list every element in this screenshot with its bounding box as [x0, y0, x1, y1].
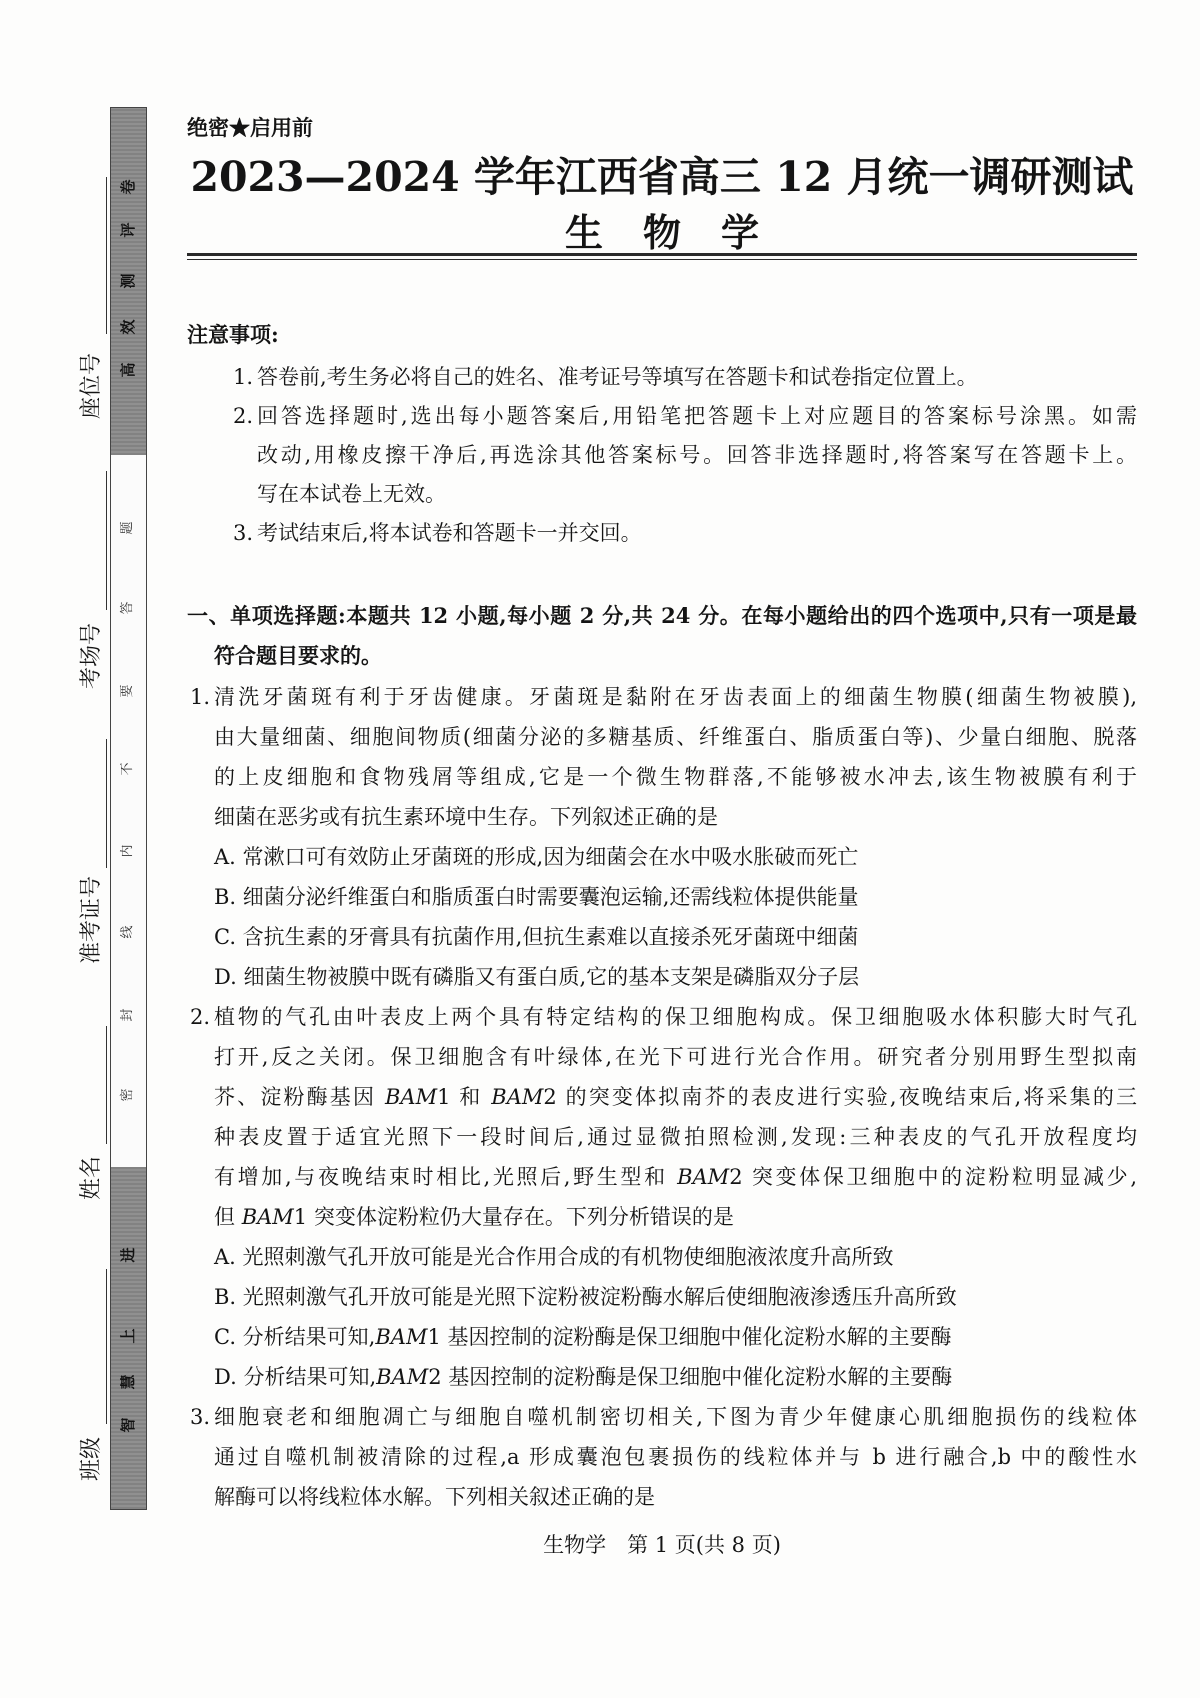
text-segment: 有增加,与夜晚结束时相比,光照后,野生型和 [214, 1165, 678, 1189]
exam-room-label: 考场号 [79, 622, 104, 689]
question-stem-line [214, 1157, 1137, 1197]
notice-item-number: 2. [233, 404, 254, 428]
section-heading-line: 一、单项选择题:本题共 12 小题,每小题 2 分,共 24 分。在每小题给出的四个选项中,只有一项是最 [187, 603, 1137, 628]
binding-strip-char: 智 [119, 1417, 137, 1433]
text-segment: C. 分析结果可知, [214, 1325, 376, 1349]
notice-item-number: 1. [233, 365, 254, 389]
option-c [214, 1317, 1137, 1357]
question-number: 3. [190, 1405, 211, 1429]
binding-strip-char: 慧 [119, 1374, 137, 1390]
question-stem-line: 细胞衰老和细胞凋亡与细胞自噬机制密切相关,下图为青少年健康心肌细胞损伤的线粒体 [214, 1405, 1137, 1429]
gene-name: BAM [384, 1085, 438, 1109]
seal-line-char: 答 [120, 601, 135, 615]
question-3 [190, 1397, 1137, 1517]
text-segment: 2 基因控制的淀粉酶是保卫细胞中催化淀粉水解的主要酶 [428, 1365, 953, 1389]
header-double-rule [187, 253, 1137, 260]
seal-line-char: 封 [120, 1008, 135, 1022]
question-2 [190, 997, 1137, 1397]
question-stem-line: 细菌在恶劣或有抗生素环境中生存。下列叙述正确的是 [214, 805, 718, 829]
section-heading [187, 596, 1137, 676]
class-blank [106, 1269, 107, 1424]
question-number: 1. [190, 685, 211, 709]
option-c: C. 含抗生素的牙膏具有抗菌作用,但抗生素难以直接杀死牙菌斑中细菌 [214, 925, 859, 949]
option-a: A. 常漱口可有效防止牙菌斑的形成,因为细菌会在水中吸水胀破而死亡 [214, 845, 859, 869]
gene-name: BAM [241, 1205, 294, 1229]
text-segment: 但 [214, 1205, 242, 1229]
notice-item [233, 514, 1137, 553]
option-a: A. 光照刺激气孔开放可能是光合作用合成的有机物使细胞液浓度升高所致 [214, 1245, 894, 1269]
notice-item-line: 写在本试卷上无效。 [257, 482, 446, 506]
option-d: D. 细菌生物被膜中既有磷脂又有蛋白质,它的基本支架是磷脂双分子层 [214, 965, 860, 989]
text-segment: 2 的突变体拟南芥的表皮进行实验,夜晚结束后,将采集的三 [543, 1085, 1137, 1109]
admission-ticket-blank [106, 739, 107, 868]
text-segment: 1 突变体淀粉粒仍大量存在。下列分析错误的是 [293, 1205, 734, 1229]
section-heading-line: 符合题目要求的。 [214, 643, 382, 668]
notice-item-number: 3. [233, 521, 254, 545]
exam-room-blank [106, 471, 107, 610]
notice-item-line: 回答选择题时,选出每小题答案后,用铅笔把答题卡上对应题目的答案标号涂黑。如需 [257, 404, 1137, 428]
question-number: 2. [190, 1005, 211, 1029]
confidential-mark: 绝密★启用前 [187, 115, 313, 140]
seal-line-char: 线 [120, 925, 135, 939]
text-segment: 芥、淀粉酶基因 [214, 1085, 385, 1109]
binding-strip-char: 进 [119, 1247, 137, 1263]
question-stem-line: 通过自噬机制被清除的过程,a 形成囊泡包裹损伤的线粒体并与 b 进行融合,b 中的酸性水 [214, 1445, 1137, 1469]
question-stem-line: 种表皮置于适宜光照下一段时间后,通过显微拍照检测,发现:三种表皮的气孔开放程度均 [214, 1125, 1137, 1149]
subject-title: 生物学 [564, 211, 799, 255]
text-segment: D. 分析结果可知, [214, 1365, 377, 1389]
option-d [214, 1357, 1137, 1397]
page-footer: 生物学 第 1 页(共 8 页) [543, 1533, 781, 1557]
admission-ticket-label: 准考证号 [79, 875, 104, 964]
text-segment: 1 和 [437, 1085, 492, 1109]
gene-name: BAM [376, 1365, 429, 1389]
question-stem-line: 打开,反之关闭。保卫细胞含有叶绿体,在光下可进行光合作用。研究者分别用野生型拟南 [214, 1045, 1137, 1069]
option-b: B. 光照刺激气孔开放可能是光照下淀粉被淀粉酶水解后使细胞液渗透压升高所致 [214, 1285, 957, 1309]
text-segment: 2 突变体保卫细胞中的淀粉粒明显减少, [729, 1165, 1137, 1189]
question-stem-line: 的上皮细胞和食物残屑等组成,它是一个微生物群落,不能够被水冲去,该生物被膜有利于 [214, 765, 1137, 789]
gene-name: BAM [677, 1165, 730, 1189]
binding-strip-char: 高 [119, 362, 137, 378]
binding-strip-middle-band [110, 455, 147, 1167]
notice-item [233, 358, 1137, 397]
question-list [190, 677, 1137, 1517]
binding-strip-char: 效 [119, 319, 137, 335]
notice-title: 注意事项: [187, 322, 279, 347]
question-stem-line: 植物的气孔由叶表皮上两个具有特定结构的保卫细胞构成。保卫细胞吸水体积膨大时气孔 [214, 1005, 1137, 1029]
seat-number-label: 座位号 [79, 352, 104, 419]
class-label: 班级 [79, 1436, 104, 1481]
gene-name: BAM [491, 1085, 544, 1109]
exam-title: 2023—2024 学年江西省高三 12 月统一调研测试 [190, 153, 1134, 201]
text-segment: 1 基因控制的淀粉酶是保卫细胞中催化淀粉水解的主要酶 [427, 1325, 952, 1349]
seal-line-char: 题 [120, 521, 135, 535]
seat-number-blank [106, 177, 107, 334]
option-b: B. 细菌分泌纤维蛋白和脂质蛋白时需要囊泡运输,还需线粒体提供能量 [214, 885, 859, 909]
binding-strip-char: 上 [119, 1328, 137, 1344]
notice-item-line: 考试结束后,将本试卷和答题卡一并交回。 [257, 521, 642, 545]
seal-line-char: 密 [120, 1088, 135, 1102]
binding-strip-char: 评 [119, 222, 137, 238]
question-stem-line: 由大量细菌、细胞间物质(细菌分泌的多糖基质、纤维蛋白、脂质蛋白等)、少量白细胞、脱落 [214, 725, 1137, 749]
name-label: 姓名 [79, 1155, 104, 1200]
question-stem-line: 清洗牙菌斑有利于牙齿健康。牙菌斑是黏附在牙齿表面上的细菌生物膜(细菌生物被膜), [214, 685, 1137, 709]
seal-line-char: 不 [120, 762, 135, 776]
notice-item [233, 397, 1137, 514]
seal-line-char: 内 [120, 844, 135, 858]
binding-strip-char: 测 [119, 273, 137, 289]
gene-name: BAM [375, 1325, 428, 1349]
seal-line-char: 要 [120, 684, 135, 698]
question-stem-line [214, 1197, 1137, 1237]
name-blank [106, 1026, 107, 1144]
binding-strip-char: 卷 [119, 179, 137, 195]
notice-item-line: 答卷前,考生务必将自己的姓名、准考证号等填写在答题卡和试卷指定位置上。 [257, 365, 978, 389]
question-stem-line: 解酶可以将线粒体水解。下列相关叙述正确的是 [214, 1485, 655, 1509]
question-stem-line [214, 1077, 1137, 1117]
notice-list [233, 358, 1137, 553]
question-1 [190, 677, 1137, 997]
notice-item-line: 改动,用橡皮擦干净后,再选涂其他答案标号。回答非选择题时,将答案写在答题卡上。 [257, 443, 1137, 467]
